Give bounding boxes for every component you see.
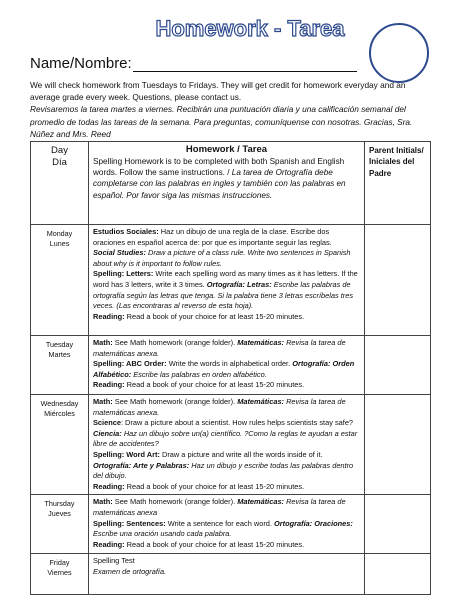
header-dia: Día [52,157,67,168]
table-header-row [31,142,431,225]
day-tuesday: Tuesday [45,340,74,349]
day-cell-monday [31,225,89,336]
text: Revisa la tarea de matemáticas anexa. [93,338,346,358]
text: Haz un dibujo sobre un(a) científico. ?Como la reglas te ayudan a estar libre de accidentes? [93,428,358,449]
text: Write the words in alphabetical order. [166,359,293,369]
label: Math: [93,397,113,406]
dia-jueves: Jueves [48,509,71,519]
label: Math: [93,338,113,347]
table-row-tuesday [31,336,431,395]
label: Reading: [93,311,125,321]
text: Read a book of your choice for at least 15-20 minutes. [124,481,305,491]
label: Spelling: ABC Order: [93,359,167,369]
intro-english: We will check homework from Tuesdays to Fridays. They will get credit for homework everyday and an average grade every week. Questions, please contact us. [30,80,406,103]
label: Reading: [93,539,125,549]
text: : Draw a picture about a scientist. How rules helps scientists stay safe? [120,418,354,428]
label: Math: [93,497,113,507]
text: Haz un dibujo de una regla de la clase. Escribe dos oraciones en español acerca de: por que es importante seguir las reglas. [93,227,332,247]
label: Matemáticas: [237,497,285,507]
parent-initials-monday[interactable] [365,225,431,336]
dia-lunes: Lunes [49,239,70,248]
label: Ortografía: Orden Alfabético: [93,359,355,379]
page-title-text: Homework - Tarea [155,16,345,41]
table-row-wednesday [31,395,431,495]
label: Estudios Sociales: [93,227,159,236]
grade-circle [369,23,429,83]
day-monday: Monday [46,229,73,238]
text: Escribe las palabras de ortografía según las letras que tenga. Si la palabra tiene 3 letras escríbelas tres veces. (Las encontraras al reverso de esta hoja). [93,279,354,311]
label: Social Studies: [93,248,146,258]
label: Spelling: Word Art: [93,449,160,459]
text: Read a book of your choice for at least 15-20 minutes. [124,380,305,390]
intro-spanish: Revisaremos la tarea martes a viernes. Recibirán una puntuación diaria y una calificación semanal del promedio de todas las tareas de la semana. Para preguntas, comuníquense con nosotras. Gracias, Sra. Núñez and Mrs. Reed [30,104,413,139]
text: Escribe las palabras en orden alfabético. [131,369,267,379]
label: Ciencia: [93,428,122,438]
parent-initials-tuesday[interactable] [365,336,431,395]
header-day: Day [51,145,68,156]
day-wednesday: Wednesday [40,399,79,408]
text: Escribe una oración usando cada palabra. [93,529,232,539]
homework-monday [89,225,365,336]
table-row-monday [31,225,431,336]
page-title-art [150,14,350,42]
header-parent: Parent Initials/ Iniciales del Padre [365,142,431,225]
day-cell-wednesday [31,395,89,495]
text: Write each spelling word as many times as it has letters. If the word has 3 letters, write it 3 times. [93,269,358,289]
text: See Math homework (orange folder). [112,338,238,347]
dia-viernes: Viernes [47,568,72,578]
label: Spelling: Sentences: [93,518,166,528]
text: Spelling Test [93,556,135,566]
page-title [150,14,350,42]
parent-initials-friday[interactable] [365,554,431,595]
homework-wednesday [89,395,365,495]
header-hw-english: Spelling Homework is to be completed with both Spanish and English words. Follow the same instructions. / [93,157,345,178]
day-cell-thursday [31,495,89,554]
label: Science [93,418,121,428]
label: Matemáticas: [237,338,285,347]
header-hw-spanish: La tarea de Ortografía debe completarse con las palabras en ingles y también con las palabras en español. Por favor siga las mismas instrucciones. [93,168,346,200]
dia-martes: Martes [48,350,71,359]
day-friday: Friday [49,558,70,568]
label: Spelling: Letters: [93,269,154,279]
name-line [30,55,360,75]
text: Read a book of your choice for at least 15-20 minutes. [124,539,305,549]
text: Draw a picture and write all the words inside of it. [159,449,323,459]
header-day-cell [31,142,89,225]
text: Haz un dibujo y escribe todas las palabras dentro del dibujo. [93,460,354,481]
day-cell-tuesday [31,336,89,395]
header-homework-cell [89,142,365,225]
day-cell-friday [31,554,89,595]
label: Ortografía: Oraciones: [274,518,353,528]
table-row-friday [31,554,431,595]
homework-tuesday [89,336,365,395]
text: Draw a picture of a class rule. Write two sentences in Spanish about why is it important to follow rules. [93,248,351,268]
day-thursday: Thursday [44,499,75,509]
label: Ortografía: Letras: [206,279,272,289]
homework-friday [89,554,365,595]
text: See Math homework (orange folder). [112,497,238,507]
label: Reading: [93,380,125,390]
homework-thursday [89,495,365,554]
text: Revisa la tarea de matemáticas anexa [93,497,346,517]
header-homework: Homework / Tarea [185,144,268,155]
name-label: Name/Nombre: [30,55,132,72]
text: See Math homework (orange folder). [112,397,238,406]
text: Examen de ortografía. [93,566,167,576]
text: Write a sentence for each word. [165,518,275,528]
text: Read a book of your choice for at least 15-20 minutes. [124,311,305,321]
dia-miercoles: Miércoles [44,409,75,418]
parent-initials-thursday[interactable] [365,495,431,554]
label: Reading: [93,481,125,491]
name-blank[interactable] [133,57,357,72]
homework-table [30,141,431,595]
label: Ortografía: Arte y Palabras: [93,460,190,470]
parent-initials-wednesday[interactable] [365,395,431,495]
table-row-thursday [31,495,431,554]
label: Matemáticas: [237,397,285,406]
text: Revisa la tarea de matemáticas anexa. [93,397,346,417]
intro [30,79,430,140]
